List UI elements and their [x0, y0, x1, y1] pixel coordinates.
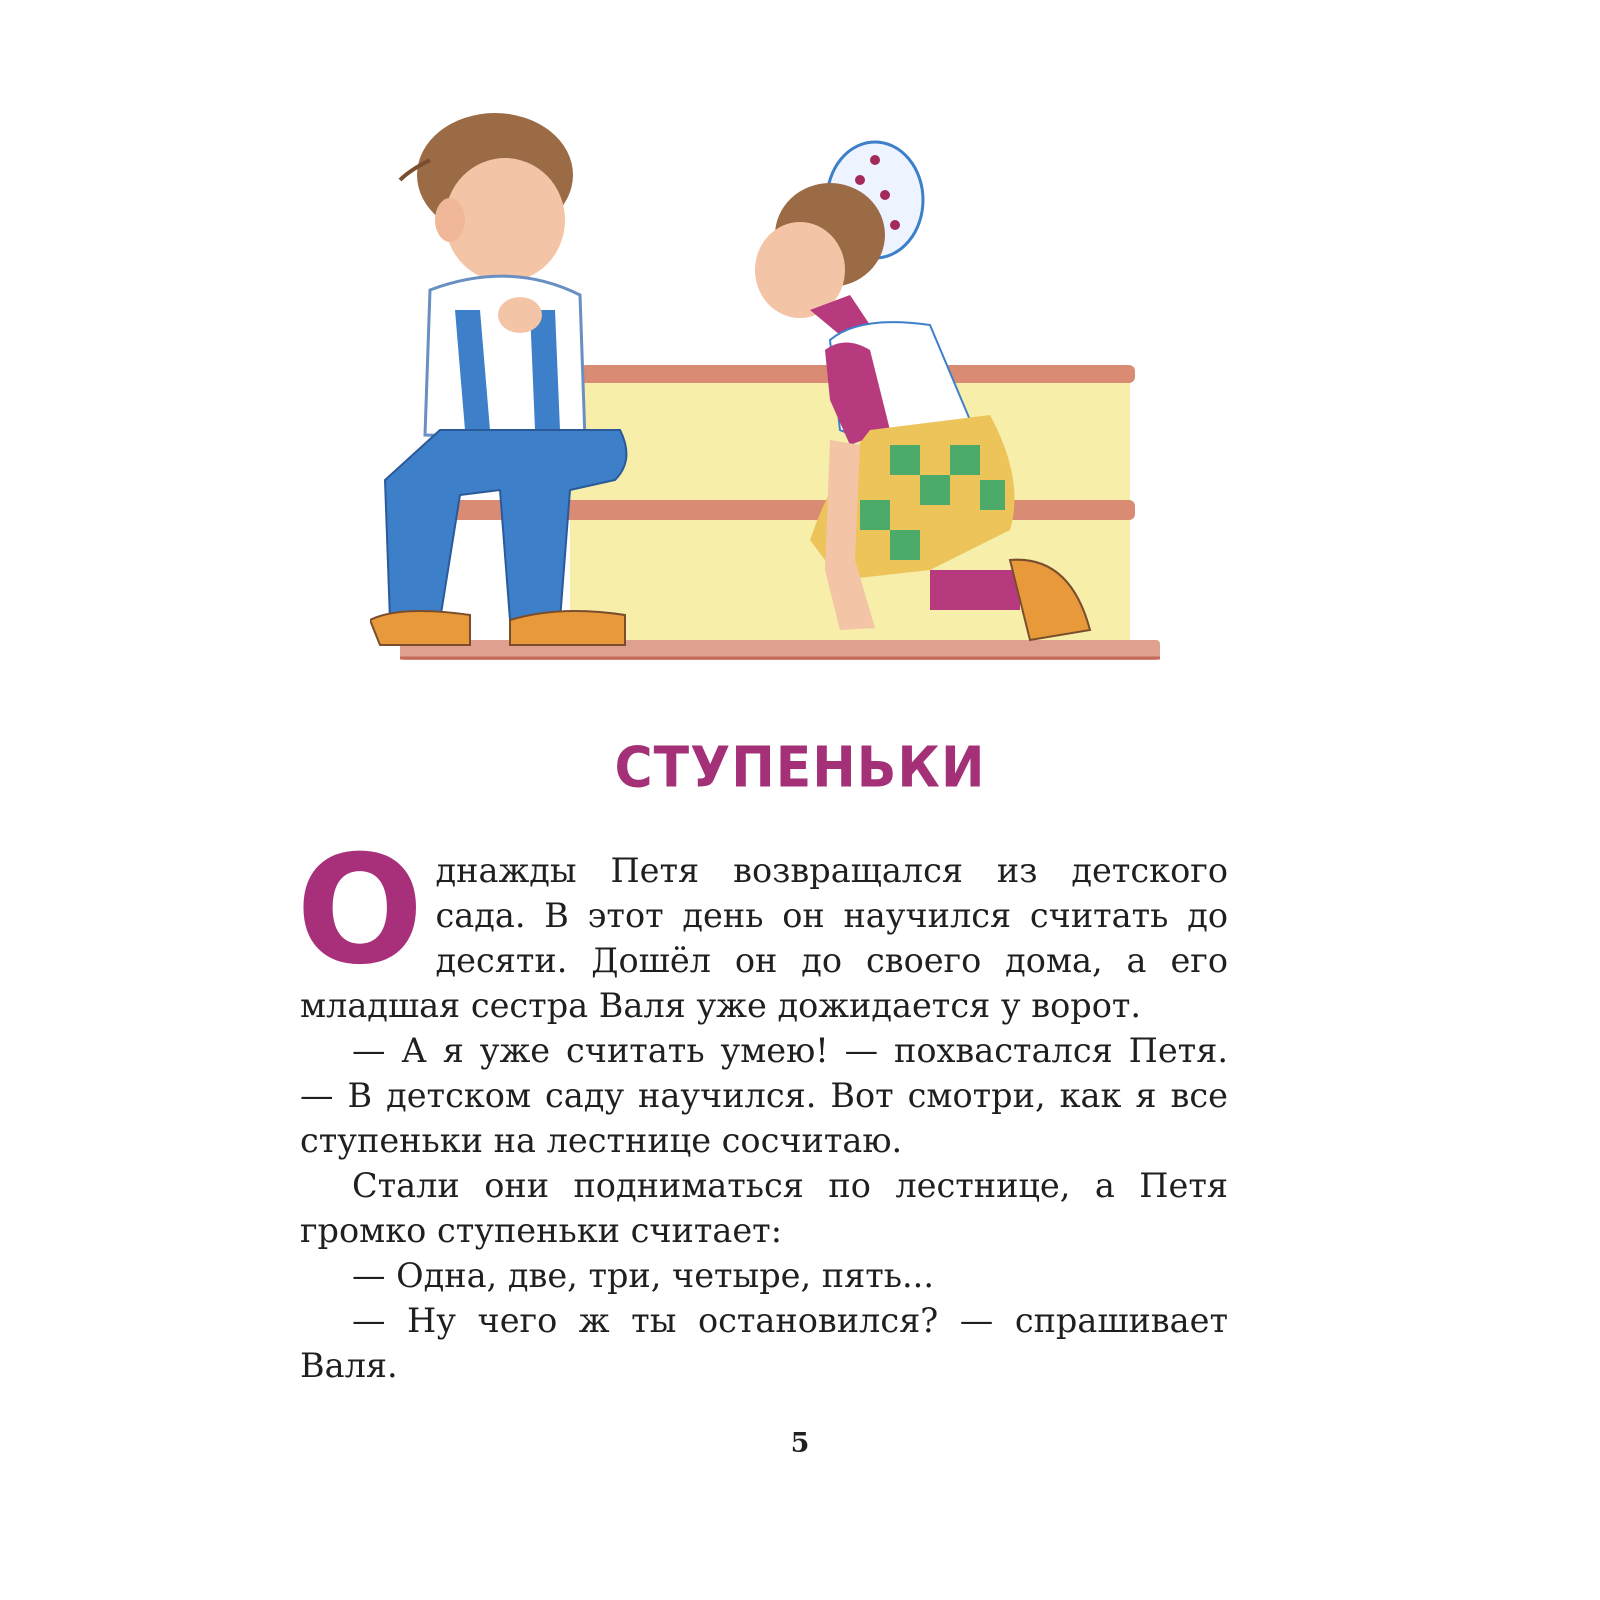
story-illustration	[370, 100, 1190, 700]
story-paragraph: Однажды Петя возвращался из детского сада. В этот день он научился считать до десяти. Дошёл он до своего дома, а его младшая сестра Валя уже дожидается у ворот.	[296, 824, 1228, 1025]
page-number: 5	[790, 1428, 810, 1459]
story-text	[296, 824, 1228, 1388]
story-paragraph: — Одна, две, три, четыре, пять...	[352, 1256, 934, 1295]
story-title: СТУПЕНЬКИ	[614, 735, 986, 801]
story-paragraph: — А я уже считать умею! — похвастался Петя. — В детском саду научился. Вот смотри, как я все ступеньки на лестнице сосчитаю.	[300, 1031, 1228, 1160]
story-paragraph: — Ну чего ж ты остановился? — спрашивает Валя.	[300, 1301, 1228, 1385]
story-paragraph: Стали они подниматься по лестнице, а Петя громко ступеньки считает:	[300, 1166, 1228, 1250]
drop-cap: О	[296, 824, 424, 998]
